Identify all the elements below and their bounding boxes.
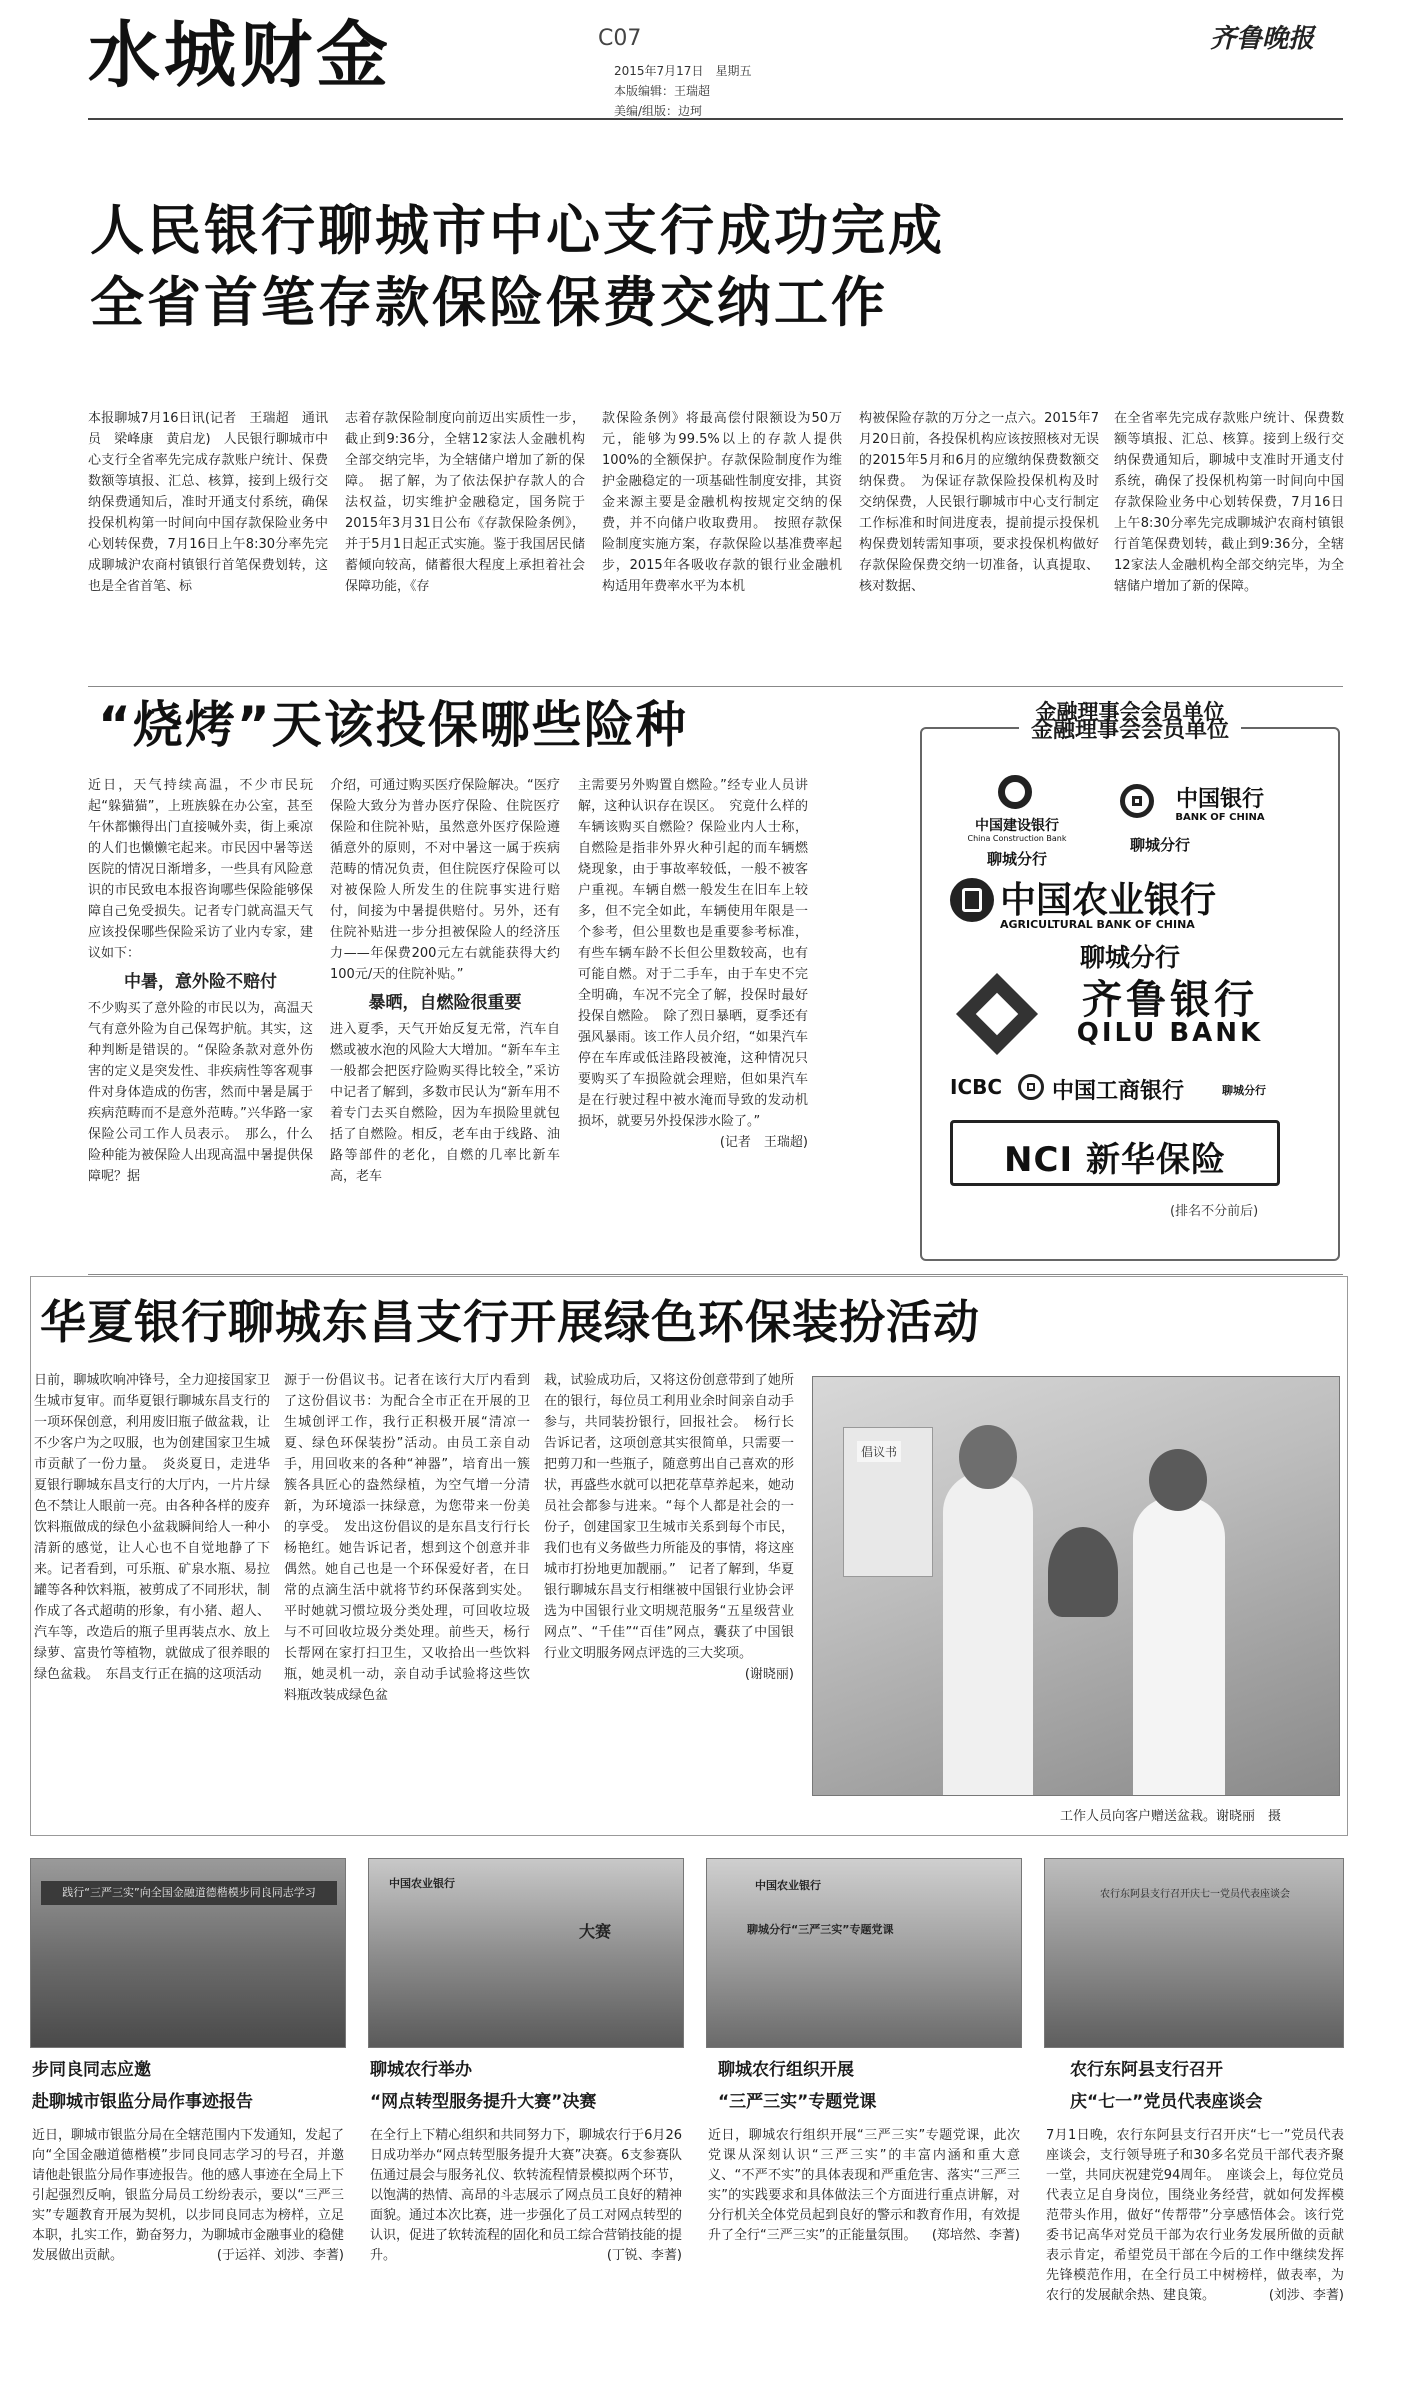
section-title: 水城财金	[88, 13, 393, 97]
article2-byline: (记者 王瑞超)	[719, 1135, 808, 1150]
icbc-logo-icon	[1018, 1074, 1044, 1100]
story3-title1: 聊城农行组织开展	[718, 2060, 854, 2080]
abc-english: AGRICULTURAL BANK OF CHINA	[1000, 918, 1195, 931]
masthead-rule	[88, 118, 1343, 120]
article1-headline-line1: 人民银行聊城市中心支行成功完成	[90, 199, 945, 262]
article1-col2: 志着存款保险制度向前迈出实质性一步，截止到9:36分，全辖12家法人金融机构全部交纳完毕，为全辖储户增加了新的保障。 据了解，为了依法保护存款人的合法权益，切实维护金融稳定，国务院于2015年3月31日公布《存款保险条例》，并于5月1日起正式实施。鉴于我国居民储蓄倾向较高，储蓄很大程度上承担着社会保障功能，《存	[345, 411, 585, 594]
bottom-story4-photo	[1044, 1858, 1344, 2048]
story2-byline: (丁锐、李蓍)	[606, 2248, 682, 2263]
article2-col3-body: 主需要另外购置自燃险。”经专业人员讲解，这种认识存在误区。 究竟什么样的车辆该购买自燃险？保险业内人士称，自燃险是指非外界火种引起的而车辆燃烧现象，由于事故率较低，一般不被客户重视。车辆自燃一般发生在旧车上较多，但不完全如此，车辆使用年限是一个参考，但公里数也是重要参考标准，有些车辆车龄不长但公里数较高，也有可能自燃。对于二手车，由于车史不完全明确，车况不完全了解，投保时最好投保自燃险。 除了烈日暴晒，夏季还有强风暴雨。该工作人员介绍，“如果汽车停在车库或低洼路段被淹，这种情况只要购买了车损险就会理赔，但如果汽车是在行驶过程中被水淹而导致的发动机损坏，就要另外投保涉水险了。”	[578, 778, 808, 1129]
article2-col2-text: 介绍，可通过购买医疗保险解决。“医疗保险大致分为普办医疗保险、住院医疗保险和住院补贴，虽然意外医疗保险遵循意外的原则，不对中暑这一属于疾病范畴的情况负责，但住院医疗保险可以对被保险人所发生的住院事实进行赔付，间接为中暑提供赔付。另外，还有住院补贴进一步分担被保险人的经济压力——年保费200元左右就能获得大约100元/天的住院补贴。”	[330, 778, 560, 982]
photo-poster-text: 倡议书	[857, 1441, 901, 1462]
story4-body	[1046, 2126, 1344, 2376]
article3-headline: 华夏银行聊城东昌支行开展绿色环保装扮活动	[40, 1295, 980, 1349]
member-banks-title: 金融理事会会员单位	[922, 713, 1338, 744]
photo-person-female	[1133, 1497, 1225, 1796]
abc-branch: 聊城分行	[1079, 943, 1180, 972]
article2-subhead-heatstroke: 中暑，意外险不赔付	[124, 972, 277, 992]
boc-branch: 聊城分行	[1129, 836, 1190, 854]
page-number: C07	[598, 26, 642, 51]
article2-col1-text-b: 不少购买了意外险的市民以为，高温天气有意外险为自己保驾护航。其实，这种判断是错误的。“保险条款对意外伤害的定义是突发性、非疾病性等客观事件对身体造成的伤害，然而中暑是属于疾病范畴而不是意外范畴。”兴华路一家保险公司工作人员表示。 那么，什么险种能为被保险人出现高温中暑提供保障呢？据	[88, 1001, 313, 1184]
article3-caption: 工作人员向客户赠送盆栽。谢晓丽 摄	[1060, 1809, 1282, 1824]
bottom-story1-photo	[30, 1858, 346, 2048]
photo-plant	[1048, 1527, 1118, 1617]
boc-name: 中国银行	[1175, 786, 1264, 812]
ccb-branch: 聊城分行	[986, 850, 1047, 868]
story4-banner: 农行东阿县支行召开庆七一党员代表座谈会	[1100, 1889, 1290, 1900]
abc-logo-icon	[950, 878, 994, 922]
boc-english: BANK OF CHINA	[1175, 812, 1265, 823]
story4-byline: (刘涉、李蓍)	[1268, 2288, 1344, 2303]
editor-credit: 本版编辑：王瑞超	[614, 84, 711, 98]
article1-col4: 构被保险存款的万分之一点六。2015年7月20日前，各投保机构应该按照核对无误的2015年5月和6月的应缴纳保费数额交纳保费。 为保证存款保险投保机构及时交纳保费，人民银行聊城市中心支行制定工作标准和时间进度表，提前提示投保机构保费划转需知事项，要求投保机构做好存款保险保费交纳一切准备，认真提取、核对数据、	[859, 411, 1099, 594]
story2-title2: “网点转型服务提升大赛”决赛	[370, 2092, 597, 2112]
story1-banner: 践行“三严三实”向全国金融道德楷模步同良同志学习	[41, 1881, 337, 1905]
story3-banner2: 聊城分行“三严三实”专题党课	[747, 1923, 894, 1936]
article2-headline: “烧烤”天该投保哪些险种	[98, 696, 688, 754]
story4-title1: 农行东阿县支行召开	[1070, 2060, 1223, 2080]
article2-col3-text	[578, 775, 808, 1150]
ccb-logo-icon	[998, 775, 1032, 809]
article1-bottom-rule	[88, 686, 1343, 687]
member-banks-title-text: 金融理事会会员单位	[1035, 700, 1225, 724]
story2-banner2: 大赛	[579, 1922, 612, 1941]
story3-title2: “三严三实”专题党课	[718, 2092, 877, 2112]
photo-person-male	[943, 1472, 1033, 1796]
abc-name: 中国农业银行	[1000, 879, 1217, 921]
newspaper-logo: 齐鲁晚报	[1210, 24, 1315, 54]
nci-name: NCI 新华保险	[1004, 1140, 1226, 1180]
story1-body-text: 近日，聊城市银监分局在全辖范围内下发通知，发起了向“全国金融道德楷模”步同良同志学习的号召，并邀请他赴银监分局作事迹报告。他的感人事迹在全局上下引起强烈反响，银监分局员工纷纷表示，要以“三严三实”专题教育开展为契机，以步同良同志为榜样，立足本职，扎实工作，勤奋努力，为聊城市金融事业的稳健发展做出贡献。	[32, 2128, 344, 2263]
ccb-name: 中国建设银行	[975, 818, 1059, 834]
story1-title2: 赴聊城市银监分局作事迹报告	[32, 2092, 253, 2112]
article3-col2: 源于一份倡议书。记者在该行大厅内看到了这份倡议书：为配合全市正在开展的卫生城创评工作，我行正积极开展“清凉一夏、绿色环保装扮”活动。由员工亲自动手，用回收来的各种“神器”，培育出一簇簇各具匠心的盎然绿植，为空气增一分清新，为环境添一抹绿意，为您带来一份美的享受。 发出这份倡议的是东昌支行行长杨艳红。她告诉记者，想到这个创意并非偶然。她自己也是一个环保爱好者，在日常的点滴生活中就将节约环保落到实处。平时她就习惯垃圾分类处理，可回收垃圾与不可回收垃圾分类处理。前些天，杨行长帮网在家打扫卫生，又收拾出一些饮料瓶，她灵机一动，亲自动手试验将这些饮料瓶改装成绿色盆	[284, 1373, 530, 1703]
story1-title1: 步同良同志应邀	[32, 2060, 151, 2080]
designer-credit: 美编/组版：边珂	[614, 104, 703, 118]
article3-photo	[812, 1376, 1340, 1796]
bottom-story3-photo	[706, 1858, 1022, 2048]
story4-title2: 庆“七一”党员代表座谈会	[1070, 2092, 1263, 2112]
article3-col3-body: 栽，试验成功后，又将这份创意带到了她所在的银行，每位员工利用业余时间亲自动手参与，共同装扮银行，回报社会。 杨行长告诉记者，这项创意其实很简单，只需要一把剪刀和一些瓶子，随意剪出自己喜欢的形状，再盛些水就可以把花草草养起来，她动员社会都参与进来。“每个人都是社会的一份子，创建国家卫生城市关系到每个市民，我们也有义务做些力所能及的事情，将这座城市打扮地更加靓丽。” 记者了解到，华夏银行聊城东昌支行相继被中国银行业协会评选为中国银行业文明规范服务“五星级营业网点”、“千佳”“百佳”网点，囊获了中国银行业文明服务网点评选的三大奖项。	[544, 1373, 794, 1661]
icbc-english: ICBC	[950, 1075, 1003, 1099]
article2-col1-text: 近日，天气持续高温，不少市民玩起“躲猫猫”，上班族躲在办公室，甚至午休都懒得出门直接喊外卖，街上乘凉的人们也懒懒宅起来。市民因中暑等送医院的情况日渐增多，一些具有风险意识的市民致电本报咨询哪些保险能够保障自己免受损失。记者专门就高温天气应该投保哪些保险采访了业内专家，建议如下：	[88, 778, 313, 961]
story1-byline: (于运祥、刘涉、李蓍)	[216, 2248, 344, 2263]
article1-col3: 款保险条例》将最高偿付限额设为50万元，能够为99.5%以上的存款人提供100%的全额保护。存款保险制度作为维护金融稳定的一项基础性制度安排，其资金来源主要是金融机构按规定交纳的保费，并不向储户收取费用。 按照存款保险制度实施方案，存款保险以基准费率起步，2015年各吸收存款的银行业金融机构适用年费率水平为本机	[602, 411, 842, 594]
qilu-logo-icon	[962, 975, 1042, 1047]
article2-col3	[578, 775, 808, 1270]
article2-bottom-rule	[88, 1274, 1343, 1275]
members-note: (排名不分前后)	[1170, 1204, 1259, 1219]
issue-date: 2015年7月17日 星期五	[614, 64, 752, 78]
article1-col1: 本报聊城7月16日讯(记者 王瑞超 通讯员 梁峰康 黄启龙) 人民银行聊城市中心支行全省率先完成存款账户统计、保费数额等填报、汇总、核算，接到上级行交纳保费通知后，准时开通支付系统，确保投保机构第一时间向中国存款保险业务中心划转保费，7月16日上午8:30分率先完成聊城沪农商村镇银行首笔保费划转，这也是全省首笔、标	[88, 411, 328, 594]
ccb-english: China Construction Bank	[967, 834, 1067, 843]
qilu-name: 齐鲁银行	[1082, 977, 1258, 1023]
photo-person-male-head	[959, 1425, 1017, 1489]
article2-subhead-sunburn: 暴晒，自燃险很重要	[368, 993, 522, 1013]
article1-headline	[90, 195, 1350, 339]
bottom-story2-photo	[368, 1858, 684, 2048]
article1-col5: 在全省率先完成存款账户统计、保费数额等填报、汇总、核算。接到上级行交纳保费通知后，聊城中支准时开通支付系统，确保了投保机构第一时间向中国存款保险业务中心划转保费，7月16日上午8:30分率先完成聊城沪农商村镇银行首笔保费划转，截止到9:36分，全辖12家法人金融机构全部交纳完毕，为全辖储户增加了新的保障。	[1114, 411, 1344, 594]
story3-byline: (郑培然、李蓍)	[931, 2228, 1020, 2243]
icbc-branch: 聊城分行	[1222, 1084, 1266, 1097]
qilu-english: QILU BANK	[1076, 1018, 1264, 1048]
article3-col1: 日前，聊城吹响冲锋号，全力迎接国家卫生城市复审。而华夏银行聊城东昌支行的一项环保创意，利用废旧瓶子做盆栽，让不少客户为之叹服，也为创建国家卫生城市贡献了一份力量。 炎炎夏日，走进华夏银行聊城东昌支行的大厅内，一片片绿色不禁让人眼前一亮。由各种各样的废弃饮料瓶做成的绿色小盆栽瞬间给人一种小清新的感觉，让人心也不自觉地静了下来。记者看到，可乐瓶、矿泉水瓶、易拉罐等各种饮料瓶，被剪成了不同形状，制作成了各式超萌的形象，有小猪、超人、汽车等，改造后的瓶子里再装点水、放上绿萝、富贵竹等植物，就做成了很养眼的绿色盆栽。 东昌支行正在搞的这项活动	[34, 1373, 270, 1682]
masthead	[0, 0, 1409, 125]
story2-banner1: 中国农业银行	[389, 1877, 455, 1890]
story3-body	[708, 2126, 1020, 2376]
story2-body-text: 在全行上下精心组织和共同努力下，聊城农行于6月26日成功举办“网点转型服务提升大赛”决赛。6支参赛队伍通过晨会与服务礼仪、软转流程情景模拟两个环节，以饱满的热情、高昂的斗志展示了网点员工良好的精神面貌。通过本次比赛，进一步强化了员工对网点转型的认识，促进了软转流程的固化和员工综合营销技能的提升。	[370, 2128, 682, 2263]
story2-body	[370, 2126, 682, 2376]
story2-title1: 聊城农行举办	[370, 2060, 472, 2080]
story4-body-text: 7月1日晚，农行东阿县支行召开庆“七一”党员代表座谈会，支行领导班子和30多名党员干部代表齐聚一堂，共同庆祝建党94周年。 座谈会上，每位党员代表立足自身岗位，围绕业务经营，就如何发挥模范带头作用，做好“传帮带”分享感悟体会。该行党委书记高华对党员干部为农行业务发展所做的贡献表示肯定，希望党员干部在今后的工作中继续发挥先锋模范作用，在全行员工中树榜样，做表率，为农行的发展献余热、建良策。	[1046, 2128, 1344, 2303]
story1-body	[32, 2126, 344, 2376]
article2-col2	[330, 775, 560, 1270]
article3-col3	[544, 1370, 794, 1802]
article3-byline: (谢晓丽)	[744, 1667, 794, 1682]
article2-col2-text-b: 进入夏季，天气开始反复无常，汽车自燃或被水泡的风险大大增加。“新车车主一般都会把医疗险购买得比较全，”采访中记者了解到，多数市民认为“新车用不着专门去买自燃险，因为车损险里就包括了自燃险。相反，老车由于线路、油路等部件的老化，自燃的几率比新车高，老车	[330, 1022, 560, 1184]
boc-logo-icon	[1120, 784, 1154, 818]
story3-body-text: 近日，聊城农行组织开展“三严三实”专题党课，此次党课从深刻认识“三严三实”的丰富内涵和重大意义、“不严不实”的具体表现和严重危害、落实“三严三实”的实践要求和具体做法三个方面进行重点讲解，对分行机关全体党员起到良好的警示和教育作用，有效提升了全行“三严三实”的正能量氛围。	[708, 2128, 1020, 2243]
story3-banner1: 中国农业银行	[755, 1879, 821, 1892]
photo-person-female-head	[1149, 1449, 1207, 1511]
article2-col1	[88, 775, 313, 1270]
article1-headline-line2: 全省首笔存款保险保费交纳工作	[90, 271, 888, 334]
icbc-name: 中国工商银行	[1052, 1079, 1185, 1104]
